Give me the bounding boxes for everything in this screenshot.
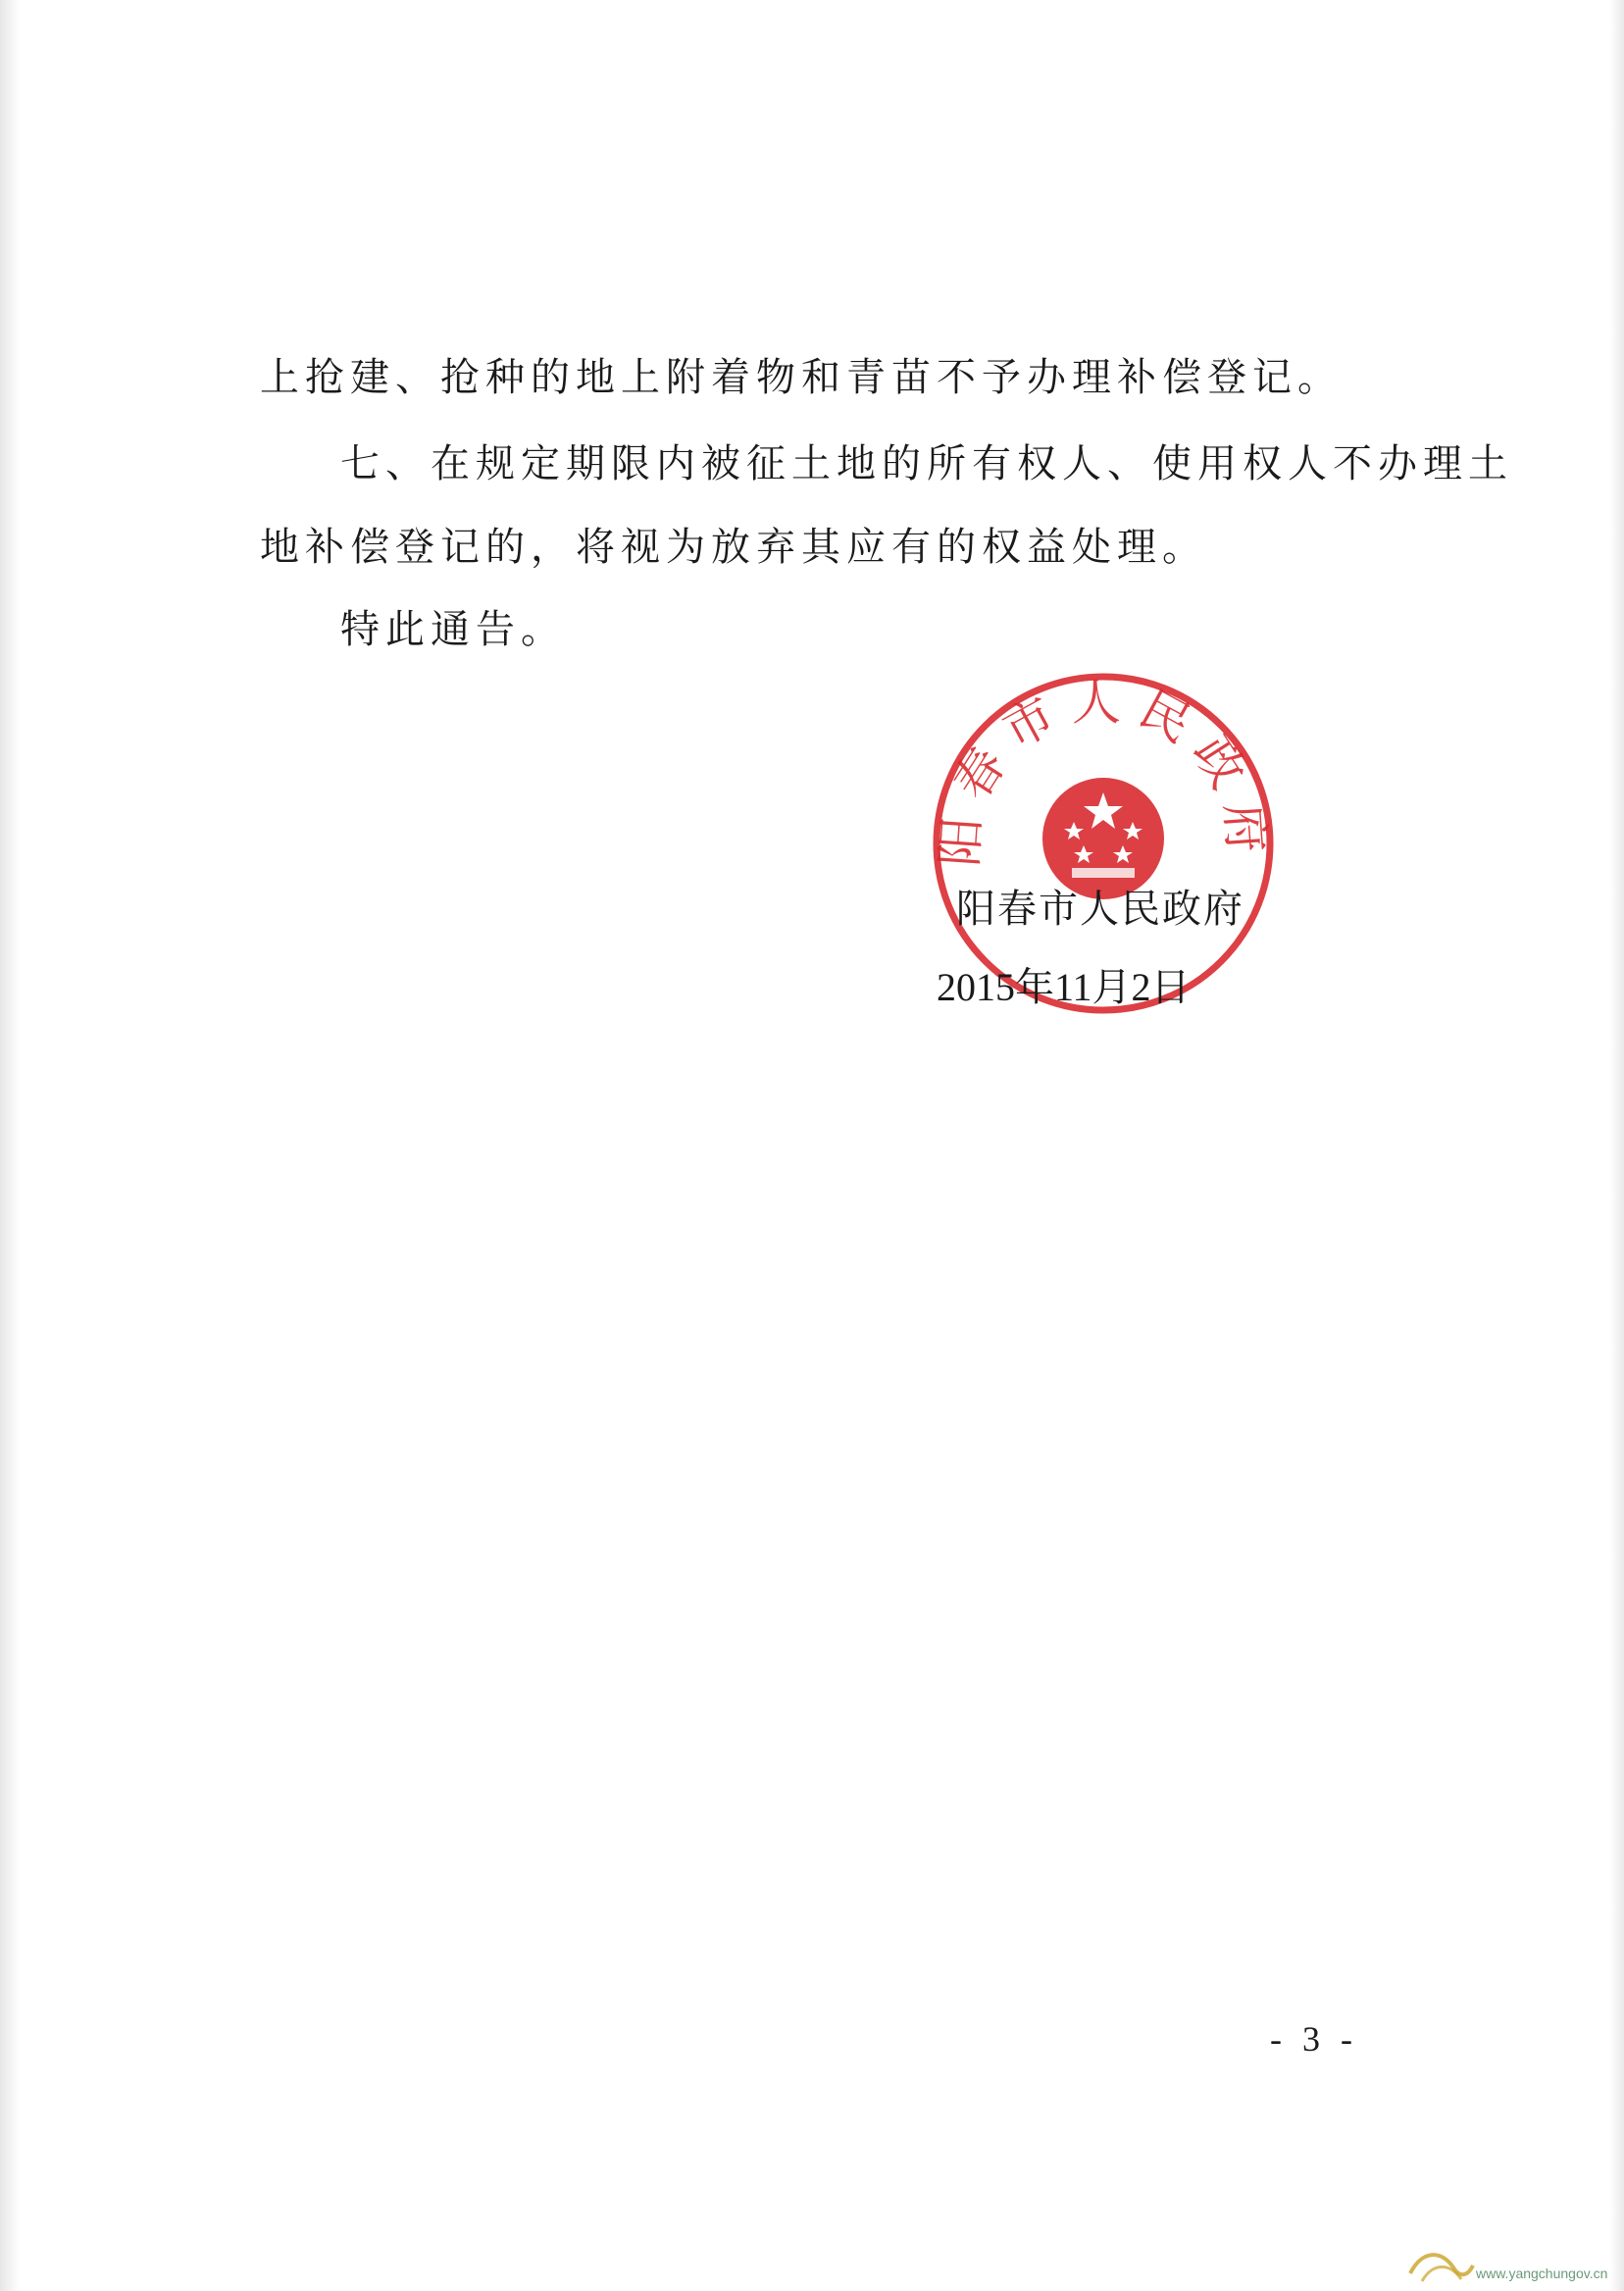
paragraph-line-3: 地补偿登记的，将视为放弃其应有的权益处理。 xyxy=(260,525,1207,570)
issuer-signature: 阳春市人民政府 xyxy=(956,887,1244,931)
scan-edge-left xyxy=(0,0,20,2291)
seal-text: 阳春市人民政府 xyxy=(931,674,1276,869)
page-number: - 3 - xyxy=(1270,2019,1358,2059)
paragraph-line-1: 上抢建、抢种的地上附着物和青苗不予办理补偿登记。 xyxy=(260,355,1343,400)
closing-line: 特此通告。 xyxy=(340,607,566,652)
issue-date: 2015年11月2日 xyxy=(937,965,1191,1009)
scan-edge-right xyxy=(1610,0,1624,2291)
paragraph-line-2: 七、在规定期限内被征土地的所有权人、使用权人不办理土 xyxy=(340,441,1513,486)
watermark-url: www.yangchungov.cn xyxy=(1476,2266,1608,2281)
